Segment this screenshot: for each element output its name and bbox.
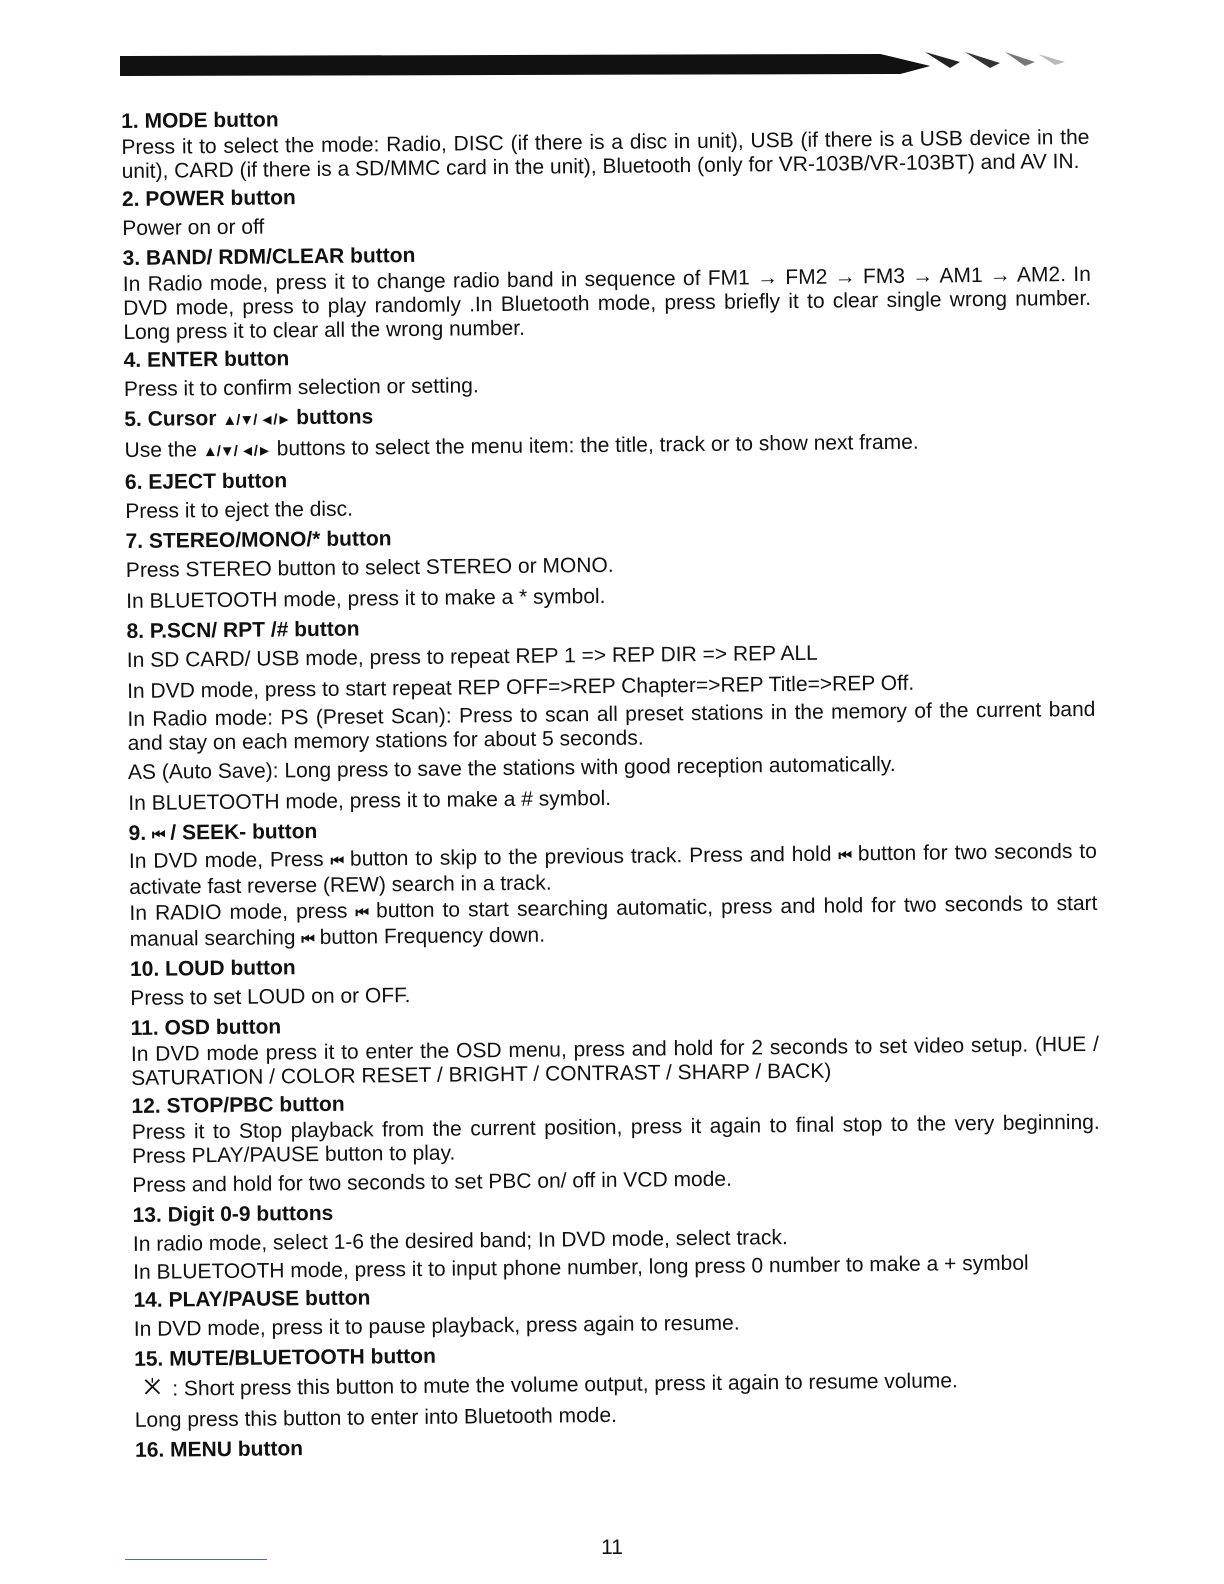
heading-suffix: / SEEK- button [170,819,318,845]
text-part: button to skip to the previous track. Press and hold [349,842,832,871]
section-stereo [125,518,1094,616]
section-text: Press to set LOUD on or OFF. [130,984,411,1010]
text-part: button Frequency down. [319,923,546,949]
section-text: In SD CARD/ USB mode, press to repeat REP 1 => REP DIR => REP ALL [126,641,818,672]
heading-suffix: buttons [296,405,374,430]
section-heading: 14. PLAY/PAUSE button [133,1286,371,1312]
header-stripe-graphic [120,52,1080,78]
section-text: Press it to eject the disc. [125,497,353,523]
section-text: Press it to Stop playback from the current position, press it again to final stop to the very beginning. Press PLAY/PAUSE button to play. [131,1110,1100,1168]
text-part: button for two seconds to activate fast reverse (REW) search in a track. [129,839,1097,899]
section-text [129,840,1097,900]
section-text [129,892,1097,954]
manual-content [121,96,1103,1465]
section-seek [128,810,1097,954]
section-text: In DVD mode press it to enter the OSD menu, press and hold for 2 seconds to set video setup. (HUE / SATURATION / COLOR RESET / BRIGHT / CONTRAST / SHARP / BACK) [130,1032,1099,1090]
skip-previous-icon: ⏮ [355,904,369,922]
section-text: Power on or off [122,215,265,240]
arrow-keys-icon: ▲/▼/ ◄/► [222,411,291,429]
section-heading: 1. MODE button [121,108,279,133]
section-heading: 15. MUTE/BLUETOOTH button [134,1344,436,1371]
section-heading: 8. P.SCN/ RPT /# button [126,617,360,643]
section-text: In BLUETOOTH mode, press it to input phone number, long press 0 number to make a + symbol [133,1251,1029,1284]
section-heading: 3. BAND/ RDM/CLEAR button [122,243,416,270]
section-play [133,1277,1102,1344]
section-mute [134,1336,1103,1435]
arrow-keys-icon: ▲/▼/ ◄/► [202,442,271,461]
text-suffix: buttons to select the menu item: the title, track or to show next frame. [276,430,919,461]
section-digit [132,1192,1101,1285]
header-bar [120,52,1080,78]
text-part: In RADIO mode, press [129,899,348,925]
section-heading: 12. STOP/PBC button [131,1092,345,1118]
section-text: Press STEREO button to select STEREO or MONO. [125,553,614,582]
skip-previous-icon: ⏮ [301,931,314,949]
section-text: In DVD mode, press it to pause playback, press again to resume. [133,1311,740,1341]
text-prefix: Use the [124,438,198,462]
text-part: In DVD mode, Press [128,847,324,873]
section-power [122,176,1091,243]
mute-icon [142,1374,162,1403]
section-heading: 13. Digit 0-9 buttons [132,1201,334,1227]
skip-previous-icon: ⏮ [151,826,165,844]
section-text: Press it to select the mode: Radio, DISC (if there is a disc in unit), USB (if there is a USB device in the unit), CARD (if there is a SD/MMC card in the unit), Bluetooth (only for VR-103B/VR-103BT) and AV IN. [121,125,1090,183]
section-osd [131,1005,1100,1091]
skip-previous-icon: ⏮ [838,847,852,865]
section-text: Press it to confirm selection or setting. [123,374,479,401]
section-pscn [126,608,1096,818]
section-band [122,235,1091,345]
page-number: 11 [601,1536,623,1559]
section-text: Long press this button to enter into Bluetooth mode. [134,1403,618,1432]
section-heading: 7. STEREO/MONO/* button [125,527,392,553]
section-eject [125,459,1094,526]
section-text: In radio mode, select 1-6 the desired band; In DVD mode, select track. [132,1226,788,1256]
section-loud [130,946,1099,1013]
heading-prefix: 5. Cursor [124,407,217,431]
section-text: In DVD mode, press to start repeat REP OFF=>REP Chapter=>REP Title=>REP Off. [127,671,915,703]
section-heading: 6. EJECT button [124,469,288,494]
section-enter [124,337,1093,404]
heading-prefix: 9. [128,821,147,845]
section-heading: 11. OSD button [130,1015,282,1040]
footer-divider [125,1559,267,1560]
section-mode [121,98,1090,184]
section-text: In BLUETOOTH mode, press it to make a * symbol. [126,584,606,613]
text-part: button to start searching automatic, press and hold for two seconds to start manual searching [129,891,1098,951]
section-text: In Radio mode: PS (Preset Scan): Press to scan all preset stations in the memory of the current band and stay on each memory stations for about 5 seconds. [127,697,1096,755]
section-text: Press and hold for two seconds to set PBC on/ off in VCD mode. [132,1167,732,1197]
skip-previous-icon: ⏮ [330,852,344,870]
section-stop [131,1083,1100,1200]
section-cursor [124,396,1093,467]
section-heading: 4. ENTER button [123,347,290,372]
section-text: AS (Auto Save): Long press to save the stations with good reception automatically. [127,752,896,784]
mute-icon-graphic [142,1378,162,1396]
section-text: In Radio mode, press it to change radio band in sequence of FM1 → FM2 → FM3 → AM1 → AM2. In DVD mode, press to play randomly .In Bluetooth mode, press briefly it to clear single wrong number. Long press it to clear all the wrong number. [122,262,1092,344]
section-heading: 10. LOUD button [129,956,296,981]
section-text: In BLUETOOTH mode, press it to make a # symbol. [128,786,612,815]
section-heading: 2. POWER button [121,186,296,211]
text-part: : Short press this button to mute the volume output, press it again to resume volume. [172,1369,958,1401]
section-heading: 16. MENU button [134,1437,304,1462]
